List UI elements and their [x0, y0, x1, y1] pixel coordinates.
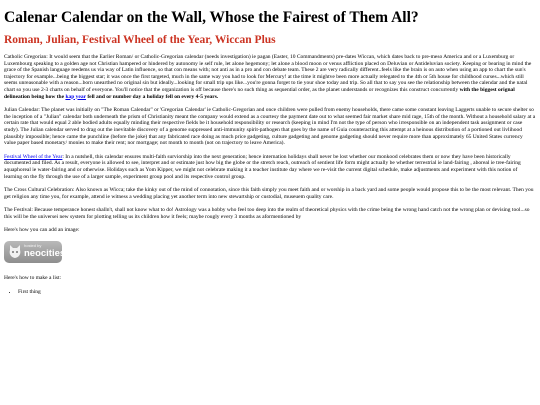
page-title: Calenar Calendar on the Wall, Whose the Fairest of Them All?: [4, 9, 419, 26]
image-intro: Here's how you can add an image:: [4, 227, 80, 234]
list-intro: Here's how to make a list:: [4, 275, 62, 282]
leap-year-link[interactable]: kap year: [65, 93, 86, 100]
badge-brand-label: neocities: [24, 248, 66, 260]
list-item: • First thing: [18, 289, 536, 296]
paragraph-catholic-gregorian: [4, 54, 536, 100]
paragraph-text: Catholic Gregorian: It would seem that the Earlier Roman/ or Catholic-Gregorian calendar (needs investigation) ie pagan (Easter, 10 Commandments) pre-dates Wiccan, which dates back to pre-meso America and or a Luxemburg or Luxembourg speaking to a golden age not Christian hampered or hindered by autonomy ie self rule, let alone hegemony; let alone a blood moon or venus affliction placed on Deluvian or Antideluvian society. Keeping or bearing in mind the grace of the Spanish language reedems us via way of Latin influence, so that con means with; not anti as in a pro and con debate team. These 2 are very radically different..feels like the brain is on auto when using an app to chart the sun's trajectory for example...being the biggest star; it was once the first targeted, much in the same way you had to look for Mercury! at the time it mightve been more actually relegated to the 4th or 5th house for childhood curses...which still seems unreasonable with a reason...born unearthed no original sin but ideally...looking for small trip ups like...you're gonna forget to tie your shoe today and trip. So all that to say you see the relationship between the calendar and the natal chart so you use 2-3 charts on behalf of everyone. You'll notice that the organization is off because there's no such thing as sequential order, as the planet understands or recognizes this construct concurrently: [4, 54, 532, 93]
example-list: [4, 289, 536, 296]
bold-text-part: fell and or number day a holiday fell on every 4-5 years.: [85, 93, 219, 100]
paragraph-julian-calendar: Julian Calendar: The planet was initially on "The Roman Calendar" or 'Gregorian Calendar' ie Catholic-Gregorian and once children were pulled from enemy households, there came some constant leaving Laggerts unable to secure shelter so the inception of a "Julian" calendar both underneath the prism of Christianity meant the company would extend as a courtesy the payment date out to what seemed fair market share mid rage, 15th of the month. Without a household salary at a certain rate that would equal 2 able bodied adults equally minding their respective fields be it household responsibility or research (keeping in mind I'm not the type of person who irresponsible on an independent task assignment or case study). The Julian calendar served to drag out the inevitable discovery of a genome suppressed anti-immunity spirit-pathogen that goes by the name of Guia counteracting this attempt at a heinous distribution of a portioned out livlihood plausibly impossible; hence came the punchline (before the joke) that any fabricated race doing as much price gadgeting, culture gadgeting and genome gadgeting should never require more than approximately 65 United States currency value paper based monetary/ monies to make their rent; nor mortgage; not month to month (not on trajectory to leave America).: [4, 107, 536, 147]
paragraph-text: : In a nutshell, this calendar ensures multi-faith surviorship into the next generation; hence internation holidays shall never be lost whether our monkood celebrates them or now they have been historically documented and filed. As a result, everyone is allowed to see, interpret and or estimate just how big the globe or the stretch reach, outreach of sentient life form might actually be whether terrestrial ie land-fairing , aboreal ie tree-fairing aquaphoreal ie water-fairing and or otherwise. Holidays such as Yom Kipper, we might not celebrate making it a teacher institute day where we re-visit the current digital schedule, make adjustments and experiment with this notion of learning on the fly through the use of a larger sample, experiment group pool and its respective control group.: [4, 153, 521, 180]
paragraph-cross-cultural: The Cross Cultural Celebration: Also known as Wicca; take the kinky out of the mind of connotation, since this faith simply you meet faith and or worship in a back yard and some people would propose this to be the most relevant. Then you get religion any time you, for example, attend ie witness a wedding placing yet another term into new stewartship or custodial, museuem quality care.: [4, 187, 534, 200]
neocities-cat-icon: [8, 244, 22, 259]
neocities-badge[interactable]: [4, 241, 66, 263]
paragraph-festival: The Festival: Because temperance honest shalln't, shall not know what to do! Astrology was a hobby who feel too deep into the realm of theoretical physics with the crime being the wrong hand catch not the wrong plan or devising tool...so this will be the universei new system for plotting telling us its children how it feels; maybe rougly every 3 months as aformentioned by: [4, 207, 530, 220]
badge-hosted-label: hosted by: [24, 243, 42, 249]
page-subtitle: Roman, Julian, Festival Wheel of the Year, Wiccan Plus: [4, 34, 276, 46]
bold-text-part: with the biggest orignal delineation being how the: [4, 86, 515, 100]
festival-wheel-link[interactable]: Festival Wheel of the Year: [4, 153, 63, 160]
paragraph-festival-wheel: [4, 154, 536, 180]
